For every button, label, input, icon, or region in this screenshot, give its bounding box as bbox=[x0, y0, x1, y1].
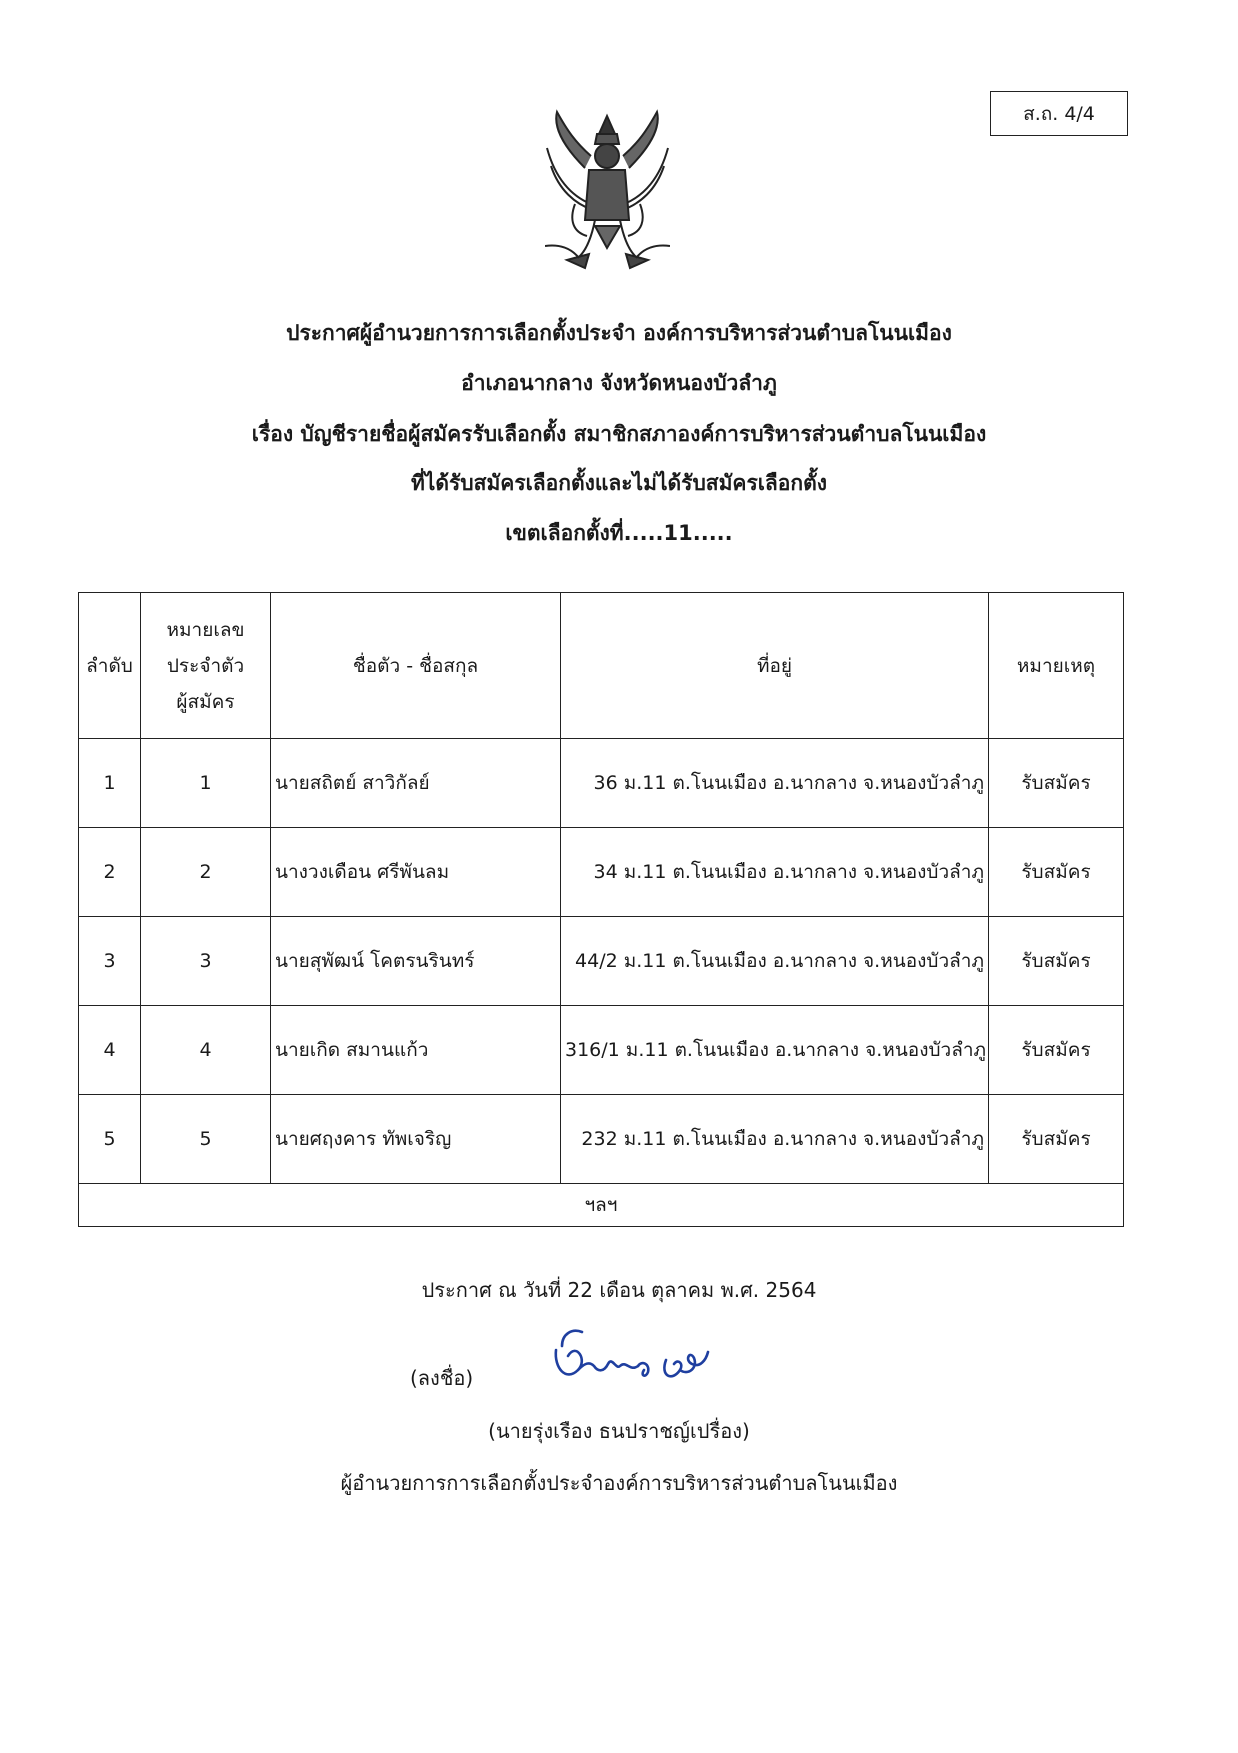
header-seq: ลำดับ bbox=[79, 593, 141, 739]
form-code-text: ส.ถ. 4/4 bbox=[1023, 102, 1095, 125]
garuda-emblem-icon bbox=[545, 108, 670, 288]
cell-address: 44/2 ม.11 ต.โนนเมือง อ.นากลาง จ.หนองบัวลำภู bbox=[561, 917, 989, 1006]
cell-name: นายเกิด สมานแก้ว bbox=[271, 1006, 561, 1095]
heading-line-1: ประกาศผู้อำนวยการการเลือกตั้งประจำ องค์การบริหารส่วนตำบลโนนเมือง bbox=[286, 321, 952, 345]
candidate-table bbox=[78, 592, 1124, 1227]
cell-number: 4 bbox=[141, 1006, 271, 1095]
cell-number: 2 bbox=[141, 828, 271, 917]
cell-note: รับสมัคร bbox=[989, 917, 1124, 1006]
sign-label: (ลงชื่อ) bbox=[410, 1366, 474, 1390]
table-etc-row bbox=[79, 1184, 1124, 1227]
cell-seq: 1 bbox=[79, 739, 141, 828]
cell-seq: 4 bbox=[79, 1006, 141, 1095]
heading-line-4: ที่ได้รับสมัครเลือกตั้งและไม่ได้รับสมัครเลือกตั้ง bbox=[410, 471, 828, 495]
table-row bbox=[79, 1095, 1124, 1184]
cell-name: นางวงเดือน ศรีพันลม bbox=[271, 828, 561, 917]
heading-line-2: อำเภอนากลาง จังหวัดหนองบัวลำภู bbox=[461, 371, 777, 395]
cell-note: รับสมัคร bbox=[989, 828, 1124, 917]
cell-note: รับสมัคร bbox=[989, 1006, 1124, 1095]
table-row bbox=[79, 739, 1124, 828]
header-number bbox=[141, 593, 271, 739]
signer-position: ผู้อำนวยการการเลือกตั้งประจำองค์การบริหารส่วนตำบลโนนเมือง bbox=[340, 1471, 898, 1495]
header-number-line-2: ประจำตัว bbox=[166, 654, 245, 677]
signer-name: (นายรุ่งเรือง ธนปราชญ์เปรื่อง) bbox=[488, 1419, 750, 1443]
cell-name: นายสุพัฒน์ โคตรนรินทร์ bbox=[271, 917, 561, 1006]
heading-line-3: เรื่อง บัญชีรายชื่อผู้สมัครรับเลือกตั้ง สมาชิกสภาองค์การบริหารส่วนตำบลโนนเมือง bbox=[251, 422, 987, 446]
cell-name: นายศฤงคาร ทัพเจริญ bbox=[271, 1095, 561, 1184]
heading-line-5: เขตเลือกตั้งที่.....11..... bbox=[505, 521, 733, 545]
header-number-line-1: หมายเลข bbox=[166, 618, 245, 641]
cell-seq: 5 bbox=[79, 1095, 141, 1184]
table-row bbox=[79, 1006, 1124, 1095]
cell-number: 5 bbox=[141, 1095, 271, 1184]
cell-name: นายสถิตย์ สาวิกัลย์ bbox=[271, 739, 561, 828]
header-address: ที่อยู่ bbox=[561, 593, 989, 739]
cell-number: 3 bbox=[141, 917, 271, 1006]
cell-address: 36 ม.11 ต.โนนเมือง อ.นากลาง จ.หนองบัวลำภู bbox=[561, 739, 989, 828]
header-note: หมายเหตุ bbox=[989, 593, 1124, 739]
cell-seq: 3 bbox=[79, 917, 141, 1006]
table-header-row bbox=[79, 593, 1124, 739]
cell-etc: ฯลฯ bbox=[79, 1184, 1124, 1227]
cell-address: 34 ม.11 ต.โนนเมือง อ.นากลาง จ.หนองบัวลำภู bbox=[561, 828, 989, 917]
cell-seq: 2 bbox=[79, 828, 141, 917]
table-row bbox=[79, 917, 1124, 1006]
signature-icon bbox=[548, 1320, 728, 1395]
announcement-date: ประกาศ ณ วันที่ 22 เดือน ตุลาคม พ.ศ. 2564 bbox=[421, 1278, 817, 1302]
cell-note: รับสมัคร bbox=[989, 739, 1124, 828]
header-number-line-3: ผู้สมัคร bbox=[176, 690, 235, 713]
cell-note: รับสมัคร bbox=[989, 1095, 1124, 1184]
form-code-box bbox=[990, 91, 1128, 136]
table-row bbox=[79, 828, 1124, 917]
cell-address: 232 ม.11 ต.โนนเมือง อ.นากลาง จ.หนองบัวลำภู bbox=[561, 1095, 989, 1184]
header-name: ชื่อตัว - ชื่อสกุล bbox=[271, 593, 561, 739]
cell-address: 316/1 ม.11 ต.โนนเมือง อ.นากลาง จ.หนองบัวลำภู bbox=[561, 1006, 989, 1095]
cell-number: 1 bbox=[141, 739, 271, 828]
